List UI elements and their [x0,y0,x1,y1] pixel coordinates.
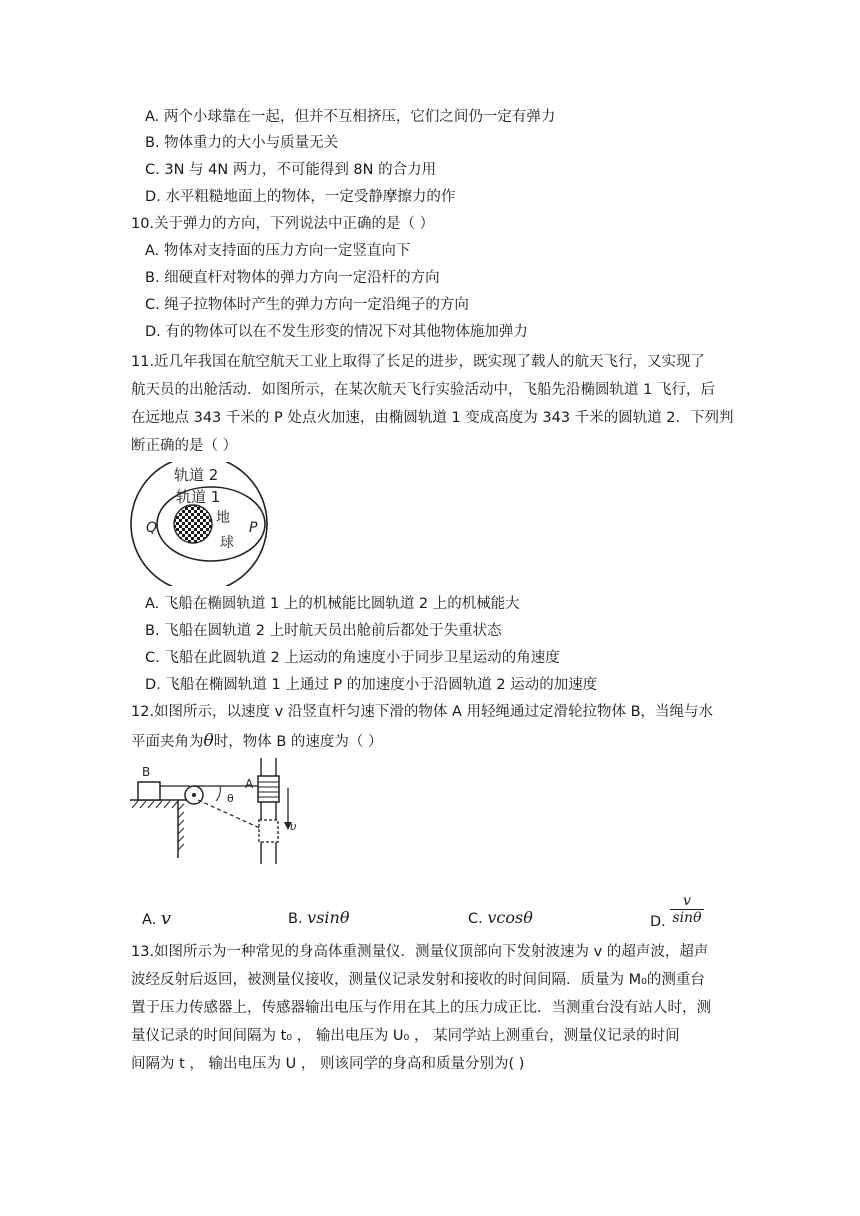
q11-stem-line1: 11.近几年我国在航空航天工业上取得了长足的进步，既实现了载人的航天飞行，又实现了 [131,354,706,370]
pulley-figure [128,758,308,866]
q10-option-d: D. 有的物体可以在不发生形变的情况下对其他物体施加弹力 [145,324,528,340]
theta-symbol: θ [203,731,214,751]
fraction-numerator: v [682,893,691,909]
q12-option-c [468,908,533,927]
block-b-label: B [142,765,151,779]
q12-option-b [288,908,349,927]
q12-option-a [142,908,171,929]
fraction-denominator: sinθ [672,910,702,926]
q12-option-c-letter: C. [468,911,483,927]
block-a-label: A [245,777,254,791]
q12-stem-post: 时，物体 B 的速度为（ ） [213,734,383,750]
orbit2-label: 轨道 2 [174,466,219,484]
q13-line3: 置于压力传感器上，传感器输出电压与作用在其上的压力成正比．当测重台没有站人时，测 [131,1000,711,1016]
q13-line1: 13.如图所示为一种常见的身高体重测量仪．测量仪顶部向下发射波速为 v 的超声波，超声 [131,944,709,960]
q9-option-c: C. 3N 与 4N 两力，不可能得到 8N 的合力用 [145,162,437,178]
q13-line4: 量仪记录的时间间隔为 t₀ ， 输出电压为 U₀ ， 某同学站上测重台，测量仪记录的时间 [131,1028,680,1044]
q12-stem-line1: 12.如图所示，以速度 v 沿竖直杆匀速下滑的物体 A 用轻绳通过定滑轮拉物体 B，当绳与水 [131,704,714,720]
earth-label-1: 地 [216,510,230,526]
q12-option-d-letter: D. [650,914,666,930]
q12-option-b-letter: B. [288,911,303,927]
q11-option-d: D. 飞船在椭圆轨道 1 上通过 P 的加速度小于沿圆轨道 2 运动的加速度 [145,677,598,693]
orbit1-label: 轨道 1 [176,488,221,506]
q12-option-a-expr: v [160,908,172,929]
q11-stem-line3: 在远地点 343 千米的 P 处点火加速，由椭圆轨道 1 变成高度为 343 千米的圆轨道 2．下列判 [131,410,734,426]
q12-option-c-expr: vcosθ [487,908,533,927]
q10-option-a: A. 物体对支持面的压力方向一定竖直向下 [145,243,411,259]
block-a-lower [259,820,278,842]
theta-label: θ [227,792,234,805]
q11-option-b: B. 飞船在圆轨道 2 上时航天员出舱前后都处于失重状态 [145,623,502,639]
q9-option-d: D. 水平粗糙地面上的物体，一定受静摩擦力的作 [145,189,456,205]
q12-stem-line2 [131,731,383,752]
q11-option-c: C. 飞船在此圆轨道 2 上运动的角速度小于同步卫星运动的角速度 [145,650,560,666]
q11-stem-line2: 航天员的出舱活动．如图所示，在某次航天飞行实验活动中，飞船先沿椭圆轨道 1 飞行，后 [131,382,715,398]
q12-stem-pre: 平面夹角为 [131,734,204,750]
q12-option-d-fraction [670,894,703,926]
q-point-label: Q [146,520,158,536]
block-b [138,782,160,800]
orbit-figure [128,462,270,586]
p-point-label: P [249,520,258,536]
q10-stem: 10.关于弹力的方向，下列说法中正确的是（ ） [131,216,435,232]
q10-option-c: C. 绳子拉物体时产生的弹力方向一定沿绳子的方向 [145,297,469,313]
q12-option-b-expr: vsinθ [307,908,350,927]
q10-option-b: B. 细硬直杆对物体的弹力方向一定沿杆的方向 [145,270,440,286]
q11-stem-line4: 断正确的是（ ） [131,438,238,454]
block-a [258,776,279,802]
q9-option-b: B. 物体重力的大小与质量无关 [145,135,339,151]
q12-option-d [650,894,704,930]
earth-icon [174,505,212,543]
q9-option-a: A. 两个小球靠在一起，但并不互相挤压，它们之间仍一定有弹力 [145,109,556,125]
earth-label-2: 球 [220,535,234,551]
q11-option-a: A. 飞船在椭圆轨道 1 上的机械能比圆轨道 2 上的机械能大 [145,596,520,612]
q13-line2: 波经反射后返回，被测量仪接收，测量仪记录发射和接收的时间间隔．质量为 M₀的测重台 [131,972,705,988]
q12-option-a-letter: A. [142,912,157,928]
q13-line5: 间隔为 t ， 输出电压为 U ， 则该同学的身高和质量分别为( ) [131,1056,525,1072]
velocity-label: υ [290,820,297,833]
